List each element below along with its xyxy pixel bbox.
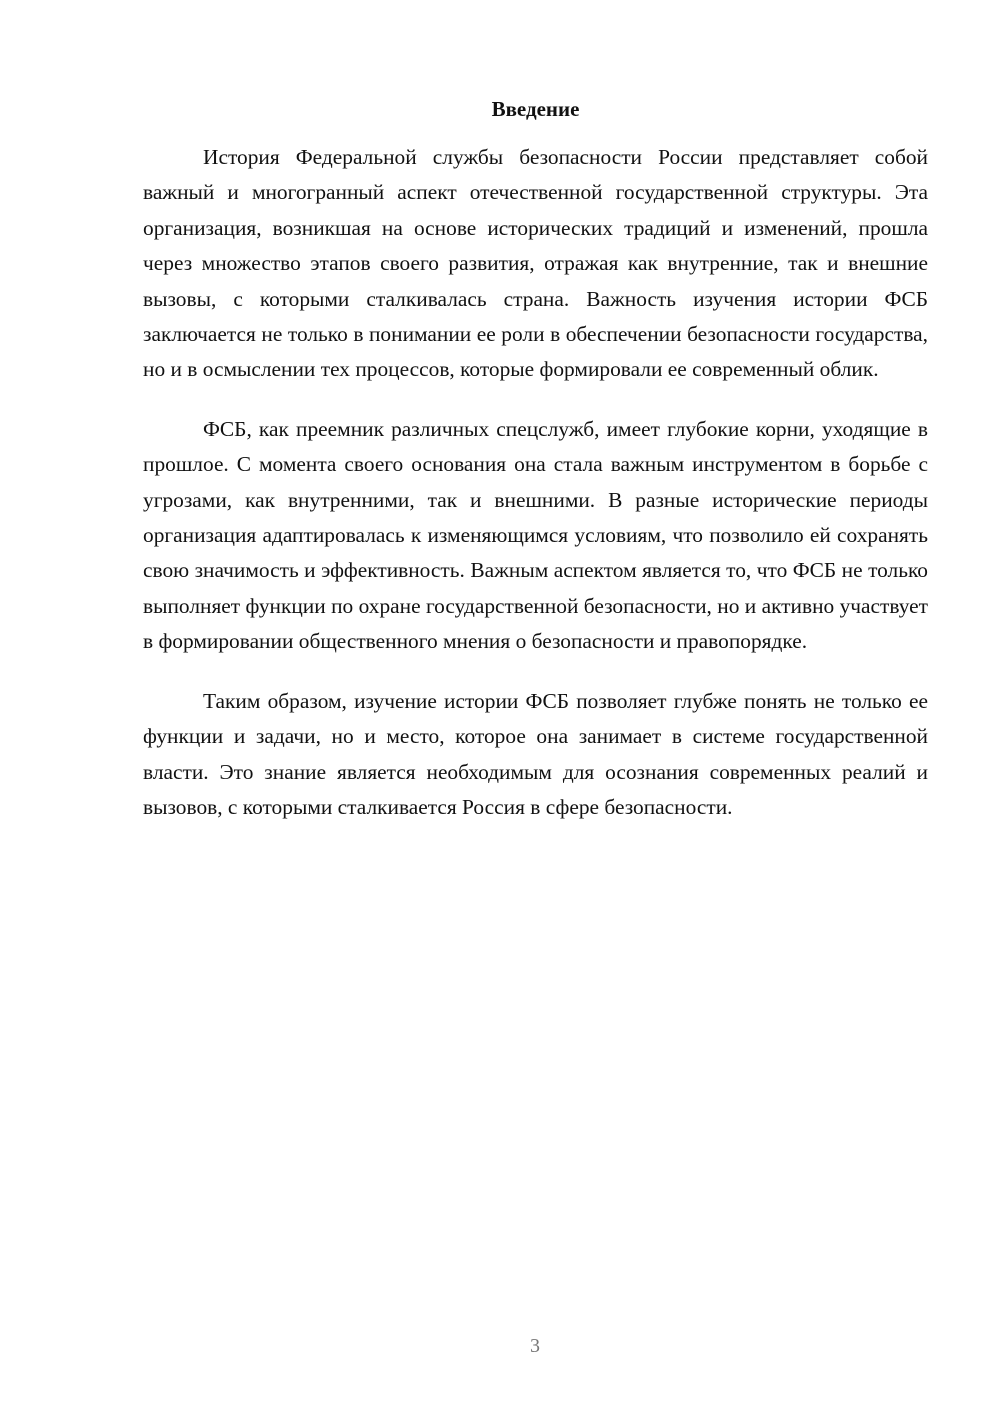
page-number: 3 bbox=[530, 1335, 540, 1357]
body-paragraph-3: Таким образом, изучение истории ФСБ позволяет глубже понять не только ее функции и задачи, но и место, которое она занимает в системе государственной власти. Это знание является необходимым для осознания современных реалий и вызовов, с которыми сталкивается Россия в сфере безопасности. bbox=[143, 688, 928, 819]
section-heading: Введение bbox=[491, 97, 580, 121]
body-paragraph-1: История Федеральной службы безопасности России представляет собой важный и многогранный аспект отечественной государственной структуры. Эта организация, возникшая на основе исторических традиций и изменений, прошла через множество этапов своего развития, отражая как внутренние, так и внешние вызовы, с которыми сталкивалась страна. Важность изучения истории ФСБ заключается не только в понимании ее роли в обеспечении безопасности государства, но и в осмыслении тех процессов, которые формировали ее современный облик. bbox=[143, 145, 928, 382]
body-paragraph-2: ФСБ, как преемник различных спецслужб, имеет глубокие корни, уходящие в прошлое. С момента своего основания она стала важным инструментом в борьбе с угрозами, как внутренними, так и внешними. В разные исторические периоды организация адаптировалась к изменяющимся условиям, что позволило ей сохранять свою значимость и эффективность. Важным аспектом является то, что ФСБ не только выполняет функции по охране государственной безопасности, но и активно участвует в формировании общественного мнения о безопасности и правопорядке. bbox=[143, 416, 928, 654]
page-content bbox=[143, 92, 928, 849]
